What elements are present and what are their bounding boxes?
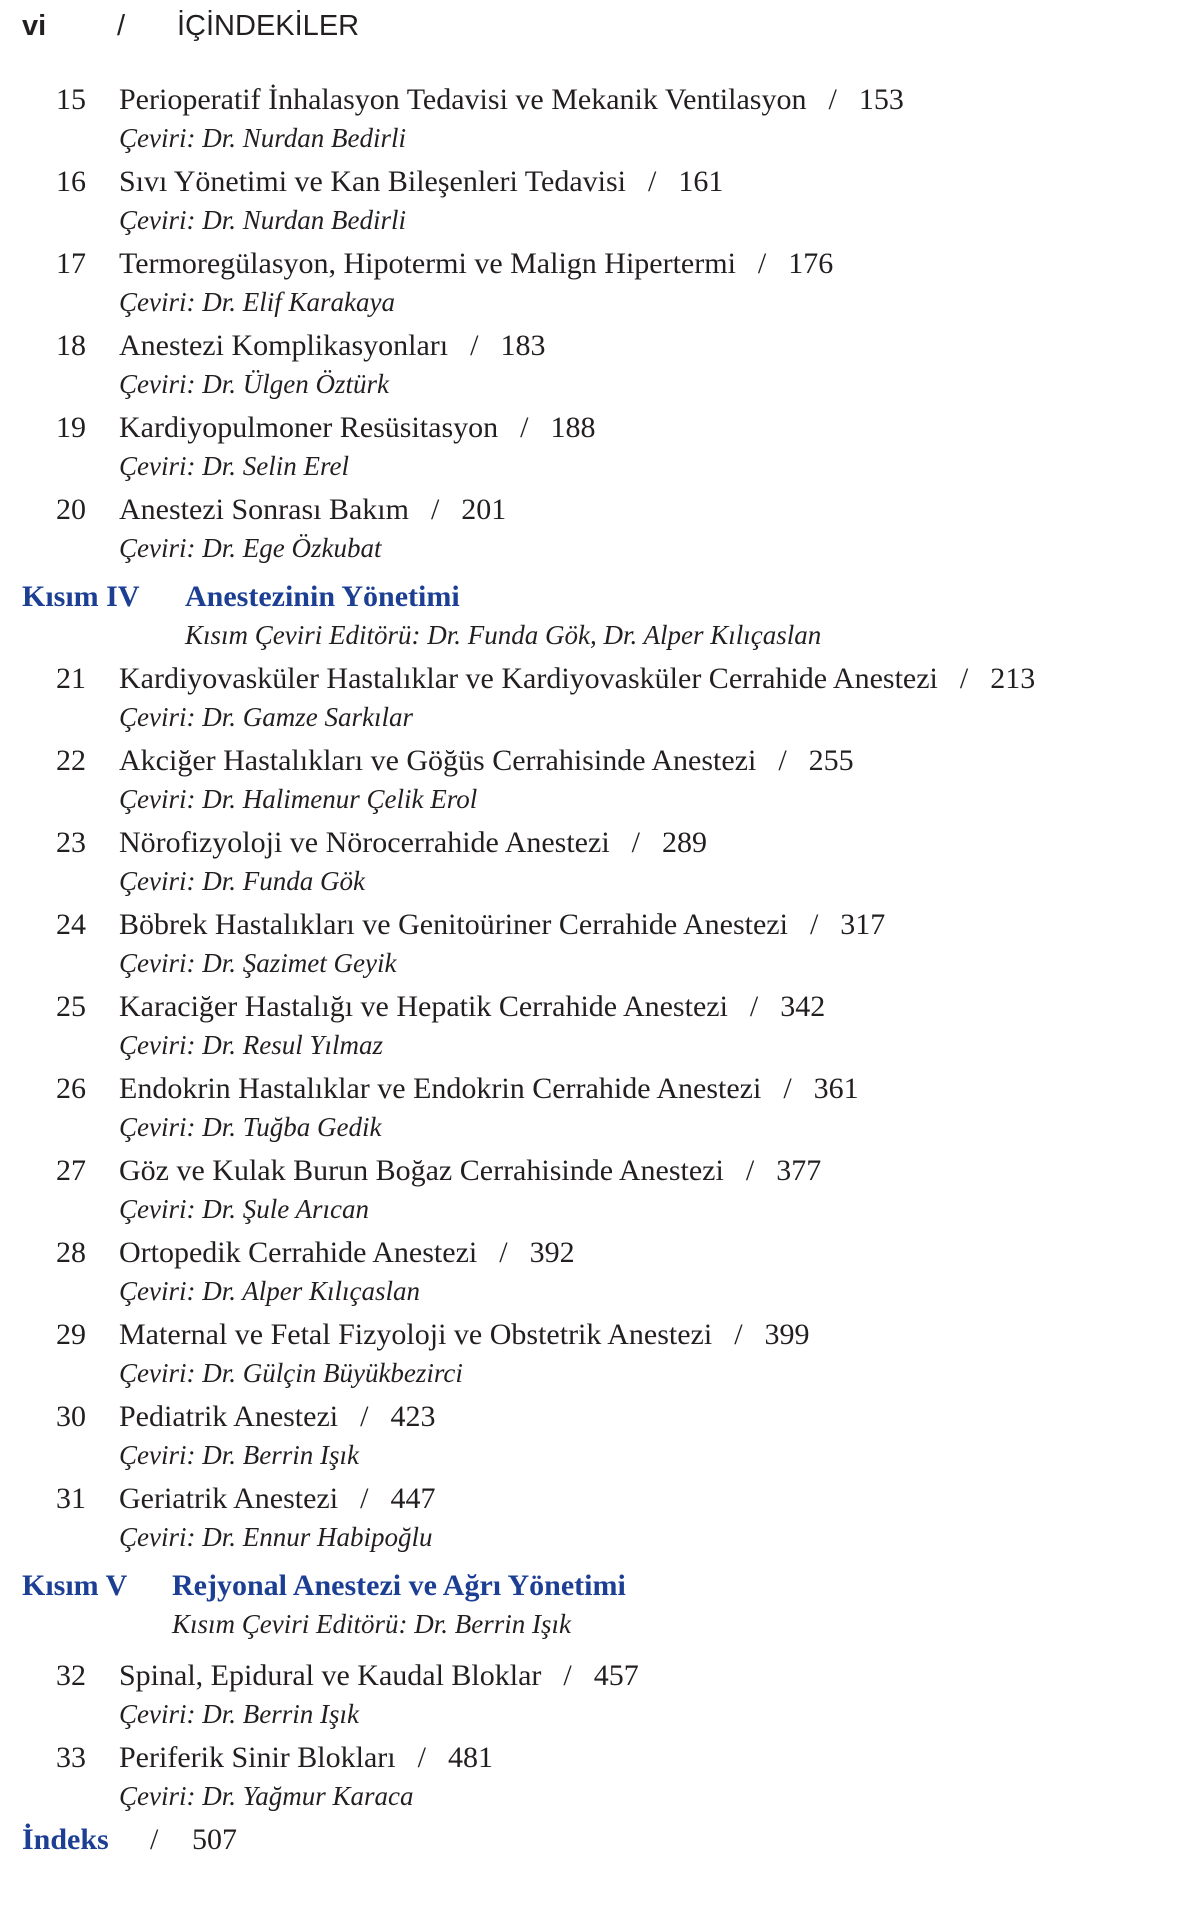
chapter-title-line <box>119 1315 810 1355</box>
toc-entry <box>0 659 1180 741</box>
chapter-page: 447 <box>390 1482 436 1515</box>
chapter-translator: Çeviri: Dr. Ege Özkubat <box>119 533 382 563</box>
chapter-page: 377 <box>776 1154 822 1187</box>
page-separator: / <box>360 1482 369 1515</box>
running-header <box>22 8 359 44</box>
toc-entry <box>0 326 1180 408</box>
chapter-title: Anestezi Komplikasyonları <box>119 329 449 362</box>
part-title: Rejyonal Anestezi ve Ağrı Yönetimi <box>172 1569 626 1602</box>
page-separator: / <box>499 1236 508 1269</box>
toc-entry <box>0 823 1180 905</box>
chapter-title-line <box>119 905 885 945</box>
toc-entry <box>0 741 1180 823</box>
chapter-page: 481 <box>447 1741 493 1774</box>
chapter-page: 317 <box>840 908 886 941</box>
page-separator: / <box>360 1400 369 1433</box>
index-page: 507 <box>192 1823 237 1856</box>
chapter-title: Nörofizyoloji ve Nörocerrahide Anestezi <box>119 826 610 859</box>
toc-entry <box>0 1397 1180 1479</box>
chapter-number: 31 <box>56 1482 86 1515</box>
page-numeral: vi <box>22 10 47 42</box>
page-separator: / <box>828 83 837 116</box>
chapter-number: 32 <box>56 1659 86 1692</box>
page-separator: / <box>470 329 479 362</box>
page-separator: / <box>745 1154 755 1187</box>
index-separator: / <box>150 1823 159 1856</box>
chapter-title-line <box>119 1656 639 1696</box>
header-separator: / <box>117 10 126 42</box>
chapter-number: 17 <box>56 247 86 280</box>
page-separator: / <box>417 1741 426 1774</box>
chapter-title-line <box>119 326 545 366</box>
chapter-translator: Çeviri: Dr. Ennur Habipoğlu <box>119 1522 433 1552</box>
toc-entry <box>0 987 1180 1069</box>
part-heading-v <box>0 1566 1180 1656</box>
chapter-title-line <box>119 741 854 781</box>
page-separator: / <box>809 908 819 941</box>
section-title: İÇİNDEKİLER <box>177 10 360 42</box>
chapter-page: 399 <box>764 1318 810 1351</box>
chapter-title: Sıvı Yönetimi ve Kan Bileşenleri Tedavisi <box>119 165 626 198</box>
part-editor: Kısım Çeviri Editörü: Dr. Funda Gök, Dr. Alper Kılıçaslan <box>185 620 822 650</box>
chapter-title: Geriatrik Anestezi <box>119 1482 339 1515</box>
chapter-page: 457 <box>593 1659 639 1692</box>
chapter-translator: Çeviri: Dr. Elif Karakaya <box>119 287 395 317</box>
chapter-translator: Çeviri: Dr. Berrin Işık <box>119 1440 359 1470</box>
chapter-title: Endokrin Hastalıklar ve Endokrin Cerrahide Anestezi <box>119 1072 762 1105</box>
chapter-translator: Çeviri: Dr. Resul Yılmaz <box>119 1030 384 1060</box>
chapter-translator: Çeviri: Dr. Nurdan Bedirli <box>119 205 406 235</box>
chapter-translator: Çeviri: Dr. Tuğba Gedik <box>119 1112 382 1142</box>
chapter-number: 15 <box>56 83 86 116</box>
chapter-title-line <box>119 1151 821 1191</box>
chapter-group <box>0 659 1180 1561</box>
page-separator: / <box>734 1318 743 1351</box>
part-editor: Kısım Çeviri Editörü: Dr. Berrin Işık <box>172 1609 571 1639</box>
chapter-title: Göz ve Kulak Burun Boğaz Cerrahisinde Anestezi <box>119 1154 724 1187</box>
chapter-number: 28 <box>56 1236 86 1269</box>
toc-entry <box>0 905 1180 987</box>
chapter-title: Kardiyovasküler Hastalıklar ve Kardiyovasküler Cerrahide Anestezi <box>119 662 938 695</box>
page-separator: / <box>749 990 759 1023</box>
part-heading-iv <box>0 577 1180 659</box>
chapter-number: 27 <box>56 1154 86 1187</box>
page-separator: / <box>631 826 640 859</box>
part-title: Anestezinin Yönetimi <box>185 580 460 613</box>
chapter-translator: Çeviri: Dr. Berrin Işık <box>119 1699 359 1729</box>
page-separator: / <box>430 493 440 526</box>
chapter-title-line <box>119 244 833 284</box>
chapter-page: 176 <box>788 247 834 280</box>
chapter-page: 188 <box>550 411 596 444</box>
chapter-page: 201 <box>461 493 507 526</box>
toc-entry <box>0 1656 1180 1738</box>
toc-entry <box>0 490 1180 572</box>
chapter-title: Kardiyopulmoner Resüsitasyon <box>119 411 499 444</box>
chapter-page: 161 <box>678 165 724 198</box>
chapter-title: Termoregülasyon, Hipotermi ve Malign Hipertermi <box>119 247 736 280</box>
chapter-title: Akciğer Hastalıkları ve Göğüs Cerrahisinde Anestezi <box>119 744 757 777</box>
chapter-title-line <box>119 408 595 448</box>
chapter-title: Spinal, Epidural ve Kaudal Bloklar <box>119 1659 542 1692</box>
chapter-number: 30 <box>56 1400 86 1433</box>
chapter-page: 289 <box>662 826 707 859</box>
toc-entry <box>0 1151 1180 1233</box>
page-separator: / <box>563 1659 572 1692</box>
page-separator: / <box>520 411 529 444</box>
chapter-title-line <box>119 1738 493 1778</box>
toc-entry <box>0 1479 1180 1561</box>
toc-entry <box>0 162 1180 244</box>
chapter-translator: Çeviri: Dr. Ülgen Öztürk <box>119 369 389 399</box>
page-separator: / <box>647 165 657 198</box>
toc-entry <box>0 1233 1180 1315</box>
toc-entry <box>0 80 1180 162</box>
index-entry <box>0 1820 1180 1860</box>
chapter-title-line <box>119 80 904 120</box>
chapter-number: 24 <box>56 908 86 941</box>
chapter-translator: Çeviri: Dr. Şule Arıcan <box>119 1194 369 1224</box>
chapter-group <box>0 1656 1180 1820</box>
chapter-title-line <box>119 490 506 530</box>
toc-entry <box>0 1738 1180 1820</box>
chapter-number: 19 <box>56 411 86 444</box>
chapter-title-line <box>119 162 723 202</box>
chapter-translator: Çeviri: Dr. Şazimet Geyik <box>119 948 397 978</box>
chapter-number: 33 <box>56 1741 86 1774</box>
chapter-number: 18 <box>56 329 86 362</box>
chapter-translator: Çeviri: Dr. Alper Kılıçaslan <box>119 1276 420 1306</box>
toc-entry <box>0 1069 1180 1151</box>
chapter-group <box>0 80 1180 572</box>
toc-entry <box>0 244 1180 326</box>
chapter-number: 25 <box>56 990 86 1023</box>
chapter-number: 29 <box>56 1318 86 1351</box>
toc-entry <box>0 1315 1180 1397</box>
chapter-number: 16 <box>56 165 86 198</box>
chapter-title-line <box>119 1233 575 1273</box>
chapter-title: Ortopedik Cerrahide Anestezi <box>119 1236 478 1269</box>
index-label: İndeks <box>22 1823 109 1856</box>
page-separator: / <box>757 247 767 280</box>
chapter-number: 20 <box>56 493 86 526</box>
chapter-title-line <box>119 987 825 1027</box>
chapter-page: 153 <box>858 83 904 116</box>
chapter-title: Anestezi Sonrası Bakım <box>119 493 409 526</box>
chapter-title-line <box>119 1069 859 1109</box>
chapter-translator: Çeviri: Dr. Selin Erel <box>119 451 349 481</box>
chapter-title: Böbrek Hastalıkları ve Genitoüriner Cerrahide Anestezi <box>119 908 788 941</box>
chapter-translator: Çeviri: Dr. Gamze Sarkılar <box>119 702 413 732</box>
page-separator: / <box>783 1072 792 1105</box>
chapter-title: Periferik Sinir Blokları <box>119 1741 396 1774</box>
chapter-title: Maternal ve Fetal Fizyoloji ve Obstetrik Anestezi <box>119 1318 713 1351</box>
chapter-number: 21 <box>56 662 86 695</box>
chapter-translator: Çeviri: Dr. Yağmur Karaca <box>119 1781 414 1811</box>
chapter-title: Pediatrik Anestezi <box>119 1400 339 1433</box>
page-separator: / <box>959 662 969 695</box>
chapter-translator: Çeviri: Dr. Funda Gök <box>119 866 365 896</box>
chapter-title: Perioperatif İnhalasyon Tedavisi ve Mekanik Ventilasyon <box>119 83 807 116</box>
toc-entry <box>0 408 1180 490</box>
chapter-translator: Çeviri: Dr. Nurdan Bedirli <box>119 123 406 153</box>
chapter-number: 22 <box>56 744 86 777</box>
chapter-page: 361 <box>813 1072 859 1105</box>
part-label: Kısım V <box>22 1569 128 1602</box>
chapter-page: 213 <box>990 662 1036 695</box>
chapter-title-line <box>119 659 1035 699</box>
table-of-contents <box>0 80 1180 1860</box>
chapter-title-line <box>119 823 707 863</box>
chapter-page: 183 <box>500 329 546 362</box>
chapter-page: 342 <box>780 990 826 1023</box>
chapter-translator: Çeviri: Dr. Halimenur Çelik Erol <box>119 784 478 814</box>
chapter-title-line <box>119 1397 435 1437</box>
chapter-page: 392 <box>529 1236 575 1269</box>
chapter-page: 423 <box>390 1400 436 1433</box>
chapter-translator: Çeviri: Dr. Gülçin Büyükbezirci <box>119 1358 463 1388</box>
chapter-title-line <box>119 1479 435 1519</box>
chapter-title: Karaciğer Hastalığı ve Hepatik Cerrahide Anestezi <box>119 990 728 1023</box>
part-label: Kısım IV <box>22 580 140 613</box>
chapter-number: 26 <box>56 1072 86 1105</box>
chapter-number: 23 <box>56 826 86 859</box>
chapter-page: 255 <box>808 744 854 777</box>
page-separator: / <box>778 744 787 777</box>
